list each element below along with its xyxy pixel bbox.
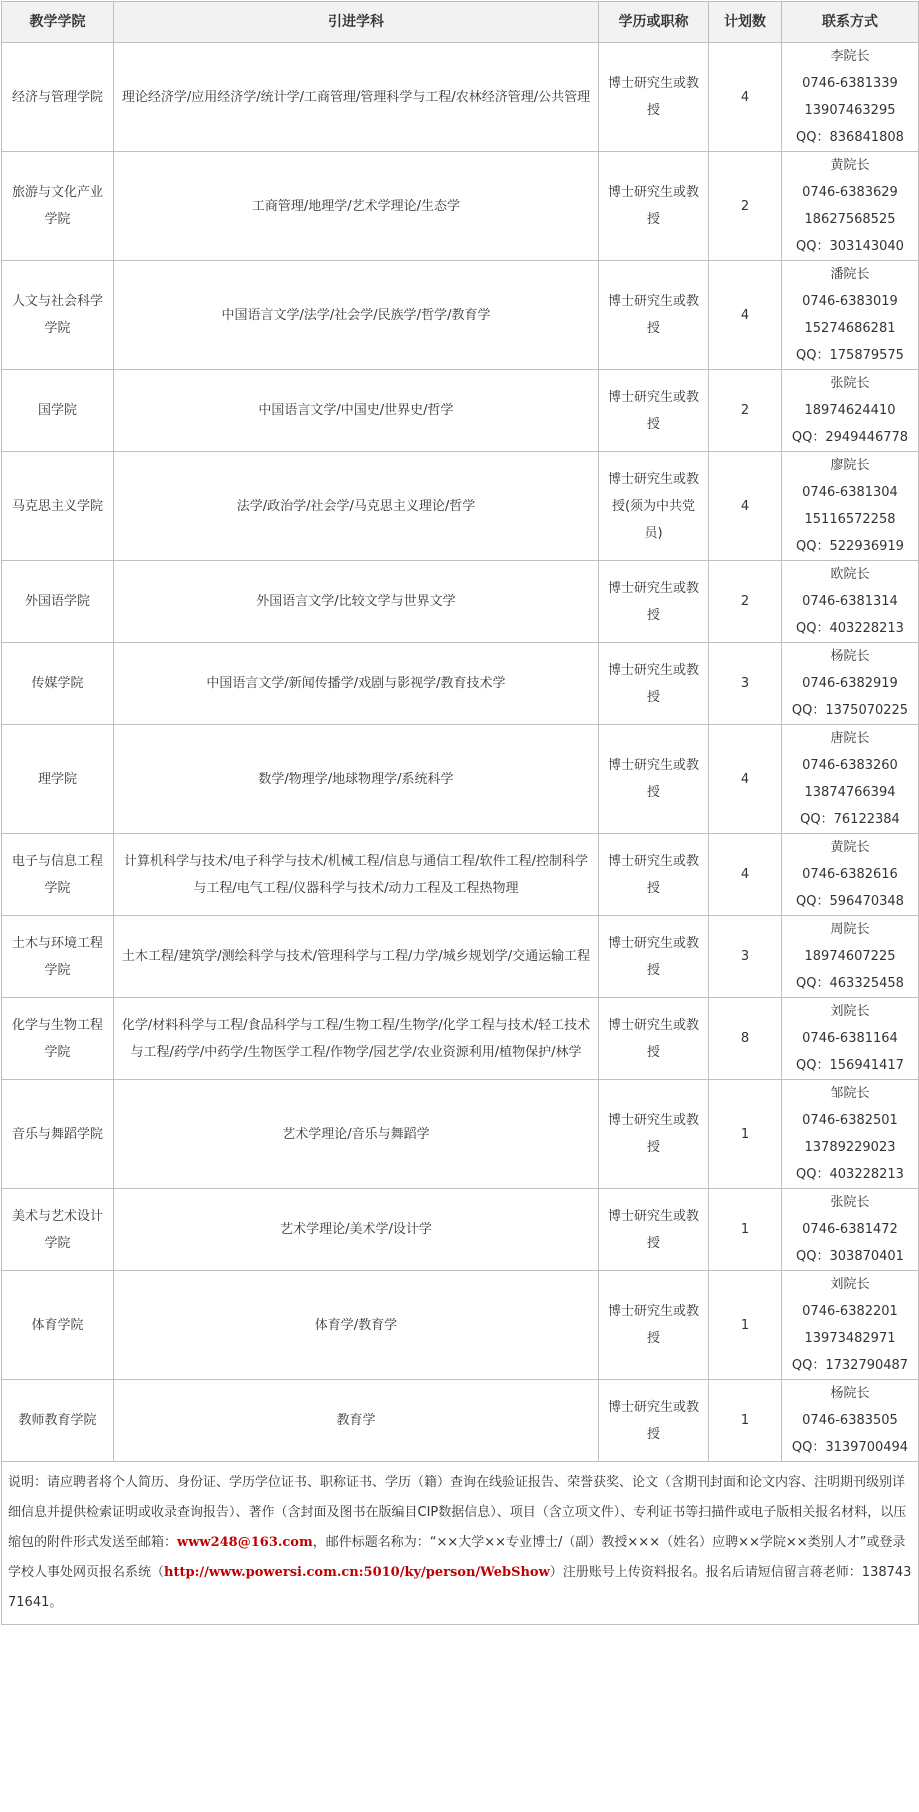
table-row <box>2 834 919 916</box>
subjects-cell: 体育学/教育学 <box>114 1271 599 1380</box>
subjects-cell: 化学/材料科学与工程/食品科学与工程/生物工程/生物学/化学工程与技术/轻工技术与工程/药学/中药学/生物医学工程/作物学/园艺学/农业资源利用/植物保护/林学 <box>114 998 599 1080</box>
college-cell: 电子与信息工程学院 <box>2 834 114 916</box>
contact-cell <box>782 261 919 370</box>
count-cell: 2 <box>709 370 782 452</box>
count-cell: 4 <box>709 725 782 834</box>
count-cell: 8 <box>709 998 782 1080</box>
contact-line: 0746-6381339 <box>802 76 898 91</box>
contact-line: 0746-6382501 <box>802 1113 898 1128</box>
contact-line: 0746-6381304 <box>802 485 898 500</box>
contact-cell <box>782 834 919 916</box>
college-cell: 土木与环境工程学院 <box>2 916 114 998</box>
count-cell: 1 <box>709 1080 782 1189</box>
table-row <box>2 561 919 643</box>
degree-cell: 博士研究生或教授 <box>599 152 709 261</box>
contact-line: QQ：3139700494 <box>791 1440 909 1455</box>
contact-line: QQ：156941417 <box>796 1058 904 1073</box>
contact-cell <box>782 643 919 725</box>
contact-line: 13789229023 <box>804 1140 896 1155</box>
contact-line: 0746-6381472 <box>802 1222 898 1237</box>
count-cell: 2 <box>709 561 782 643</box>
college-cell: 旅游与文化产业学院 <box>2 152 114 261</box>
contact-line: 刘院长 <box>830 1277 870 1292</box>
degree-cell: 博士研究生或教授 <box>599 561 709 643</box>
header-degree: 学历或职称 <box>599 2 709 43</box>
contact-line: 15116572258 <box>804 512 896 527</box>
table-row <box>2 370 919 452</box>
contact-line: QQ：2949446778 <box>791 430 909 445</box>
contact-cell <box>782 1189 919 1271</box>
contact-line: 0746-6381164 <box>802 1031 898 1046</box>
college-cell: 音乐与舞蹈学院 <box>2 1080 114 1189</box>
contact-cell <box>782 916 919 998</box>
table-row <box>2 916 919 998</box>
contact-line: 0746-6381314 <box>802 594 898 609</box>
contact-cell <box>782 561 919 643</box>
header-contact: 联系方式 <box>782 2 919 43</box>
recruitment-table-container <box>1 1 918 1625</box>
table-row <box>2 1380 919 1462</box>
contact-line: QQ：836841808 <box>796 130 904 145</box>
note-row <box>2 1462 919 1625</box>
contact-line: QQ：303143040 <box>796 239 904 254</box>
degree-cell: 博士研究生或教授 <box>599 1380 709 1462</box>
contact-line: QQ：463325458 <box>796 976 904 991</box>
note-text-1: 说明：请应聘者将个人简历、身份证、学历学位证书、职称证书、学历（籍）查询在线验证报告、荣誉获奖、论文（含期刊封面和论文内容、注明期刊级别详细信息并提供检索证明或收录查询报告）、著作（含封面及图书在版编目CIP数据信息）、项目（含立项文件）、专利证书等扫描件或电子版相关报名材料，以压缩包的附件形式发送至邮箱： <box>8 1475 907 1550</box>
note-url-link[interactable]: http://www.powersi.com.cn:5010/ky/person/WebShow <box>164 1565 550 1580</box>
contact-line: QQ：596470348 <box>796 894 904 909</box>
contact-line: QQ：403228213 <box>796 1167 904 1182</box>
contact-cell <box>782 452 919 561</box>
contact-cell <box>782 725 919 834</box>
contact-cell <box>782 43 919 152</box>
college-cell: 美术与艺术设计学院 <box>2 1189 114 1271</box>
contact-line: 0746-6383629 <box>802 185 898 200</box>
subjects-cell: 中国语言文学/法学/社会学/民族学/哲学/教育学 <box>114 261 599 370</box>
contact-line: 李院长 <box>830 49 870 64</box>
subjects-cell: 外国语言文学/比较文学与世界文学 <box>114 561 599 643</box>
college-cell: 传媒学院 <box>2 643 114 725</box>
contact-cell <box>782 370 919 452</box>
contact-line: 刘院长 <box>830 1004 870 1019</box>
subjects-cell: 艺术学理论/美术学/设计学 <box>114 1189 599 1271</box>
contact-line: 13874766394 <box>804 785 896 800</box>
contact-line: 18974624410 <box>804 403 896 418</box>
degree-cell: 博士研究生或教授 <box>599 916 709 998</box>
contact-line: QQ：175879575 <box>796 348 904 363</box>
count-cell: 3 <box>709 643 782 725</box>
table-body <box>2 43 919 1462</box>
count-cell: 1 <box>709 1271 782 1380</box>
table-header-row <box>2 2 919 43</box>
degree-cell: 博士研究生或教授 <box>599 1080 709 1189</box>
college-cell: 外国语学院 <box>2 561 114 643</box>
contact-line: 0746-6382616 <box>802 867 898 882</box>
degree-cell: 博士研究生或教授 <box>599 1189 709 1271</box>
contact-line: 18974607225 <box>804 949 896 964</box>
college-cell: 教师教育学院 <box>2 1380 114 1462</box>
subjects-cell: 法学/政治学/社会学/马克思主义理论/哲学 <box>114 452 599 561</box>
count-cell: 4 <box>709 43 782 152</box>
contact-line: 18627568525 <box>804 212 896 227</box>
contact-line: 欧院长 <box>830 567 870 582</box>
contact-line: 黄院长 <box>830 840 870 855</box>
contact-line: 周院长 <box>830 922 870 937</box>
contact-line: QQ：76122384 <box>800 812 900 827</box>
subjects-cell: 数学/物理学/地球物理学/系统科学 <box>114 725 599 834</box>
subjects-cell: 艺术学理论/音乐与舞蹈学 <box>114 1080 599 1189</box>
count-cell: 1 <box>709 1380 782 1462</box>
contact-cell <box>782 1080 919 1189</box>
college-cell: 经济与管理学院 <box>2 43 114 152</box>
subjects-cell: 中国语言文学/新闻传播学/戏剧与影视学/教育技术学 <box>114 643 599 725</box>
contact-line: 杨院长 <box>830 1386 870 1401</box>
header-subjects: 引进学科 <box>114 2 599 43</box>
degree-cell: 博士研究生或教授 <box>599 261 709 370</box>
contact-line: 张院长 <box>830 376 870 391</box>
degree-cell: 博士研究生或教授(须为中共党员) <box>599 452 709 561</box>
count-cell: 4 <box>709 452 782 561</box>
table-row <box>2 1080 919 1189</box>
note-email-link[interactable]: www248@163.com <box>177 1535 313 1550</box>
contact-line: 0746-6382201 <box>802 1304 898 1319</box>
contact-line: 唐院长 <box>830 731 870 746</box>
degree-cell: 博士研究生或教授 <box>599 643 709 725</box>
table-row <box>2 43 919 152</box>
contact-line: QQ：1375070225 <box>791 703 909 718</box>
note-text-2: ，邮件标题名称为：“××大学××专业博士/（副）教授×××（姓名）应聘××学院××类别人才”或登录学校人事处网页报名系统（ <box>8 1535 906 1580</box>
contact-line: QQ：403228213 <box>796 621 904 636</box>
table-row <box>2 261 919 370</box>
subjects-cell: 中国语言文学/中国史/世界史/哲学 <box>114 370 599 452</box>
header-college: 教学学院 <box>2 2 114 43</box>
count-cell: 1 <box>709 1189 782 1271</box>
contact-line: 邹院长 <box>830 1086 870 1101</box>
college-cell: 国学院 <box>2 370 114 452</box>
table-row <box>2 998 919 1080</box>
contact-line: QQ：303870401 <box>796 1249 904 1264</box>
college-cell: 化学与生物工程学院 <box>2 998 114 1080</box>
contact-cell <box>782 152 919 261</box>
degree-cell: 博士研究生或教授 <box>599 43 709 152</box>
college-cell: 体育学院 <box>2 1271 114 1380</box>
contact-cell <box>782 1380 919 1462</box>
degree-cell: 博士研究生或教授 <box>599 1271 709 1380</box>
contact-line: 张院长 <box>830 1195 870 1210</box>
contact-line: 潘院长 <box>830 267 870 282</box>
table-row <box>2 643 919 725</box>
contact-line: 廖院长 <box>830 458 870 473</box>
note-text-3: ）注册账号上传资料报名。报名后请短信留言蒋老师：13874371641。 <box>8 1565 912 1610</box>
degree-cell: 博士研究生或教授 <box>599 834 709 916</box>
count-cell: 4 <box>709 834 782 916</box>
degree-cell: 博士研究生或教授 <box>599 998 709 1080</box>
subjects-cell: 计算机科学与技术/电子科学与技术/机械工程/信息与通信工程/软件工程/控制科学与工程/电气工程/仪器科学与技术/动力工程及工程热物理 <box>114 834 599 916</box>
count-cell: 2 <box>709 152 782 261</box>
contact-line: 杨院长 <box>830 649 870 664</box>
contact-cell <box>782 1271 919 1380</box>
recruitment-table <box>1 1 919 1625</box>
subjects-cell: 教育学 <box>114 1380 599 1462</box>
table-row <box>2 1271 919 1380</box>
table-row <box>2 152 919 261</box>
table-row <box>2 452 919 561</box>
contact-line: 0746-6383019 <box>802 294 898 309</box>
contact-line: QQ：522936919 <box>796 539 904 554</box>
subjects-cell: 工商管理/地理学/艺术学理论/生态学 <box>114 152 599 261</box>
degree-cell: 博士研究生或教授 <box>599 725 709 834</box>
contact-line: 0746-6383260 <box>802 758 898 773</box>
subjects-cell: 土木工程/建筑学/测绘科学与技术/管理科学与工程/力学/城乡规划学/交通运输工程 <box>114 916 599 998</box>
count-cell: 4 <box>709 261 782 370</box>
college-cell: 理学院 <box>2 725 114 834</box>
count-cell: 3 <box>709 916 782 998</box>
college-cell: 人文与社会科学学院 <box>2 261 114 370</box>
contact-cell <box>782 998 919 1080</box>
college-cell: 马克思主义学院 <box>2 452 114 561</box>
contact-line: 黄院长 <box>830 158 870 173</box>
note-cell <box>2 1462 919 1625</box>
contact-line: QQ：1732790487 <box>791 1358 909 1373</box>
contact-line: 0746-6383505 <box>802 1413 898 1428</box>
header-count: 计划数 <box>709 2 782 43</box>
contact-line: 13973482971 <box>804 1331 896 1346</box>
contact-line: 15274686281 <box>804 321 896 336</box>
table-row <box>2 725 919 834</box>
contact-line: 13907463295 <box>804 103 896 118</box>
contact-line: 0746-6382919 <box>802 676 898 691</box>
table-row <box>2 1189 919 1271</box>
degree-cell: 博士研究生或教授 <box>599 370 709 452</box>
subjects-cell: 理论经济学/应用经济学/统计学/工商管理/管理科学与工程/农林经济管理/公共管理 <box>114 43 599 152</box>
